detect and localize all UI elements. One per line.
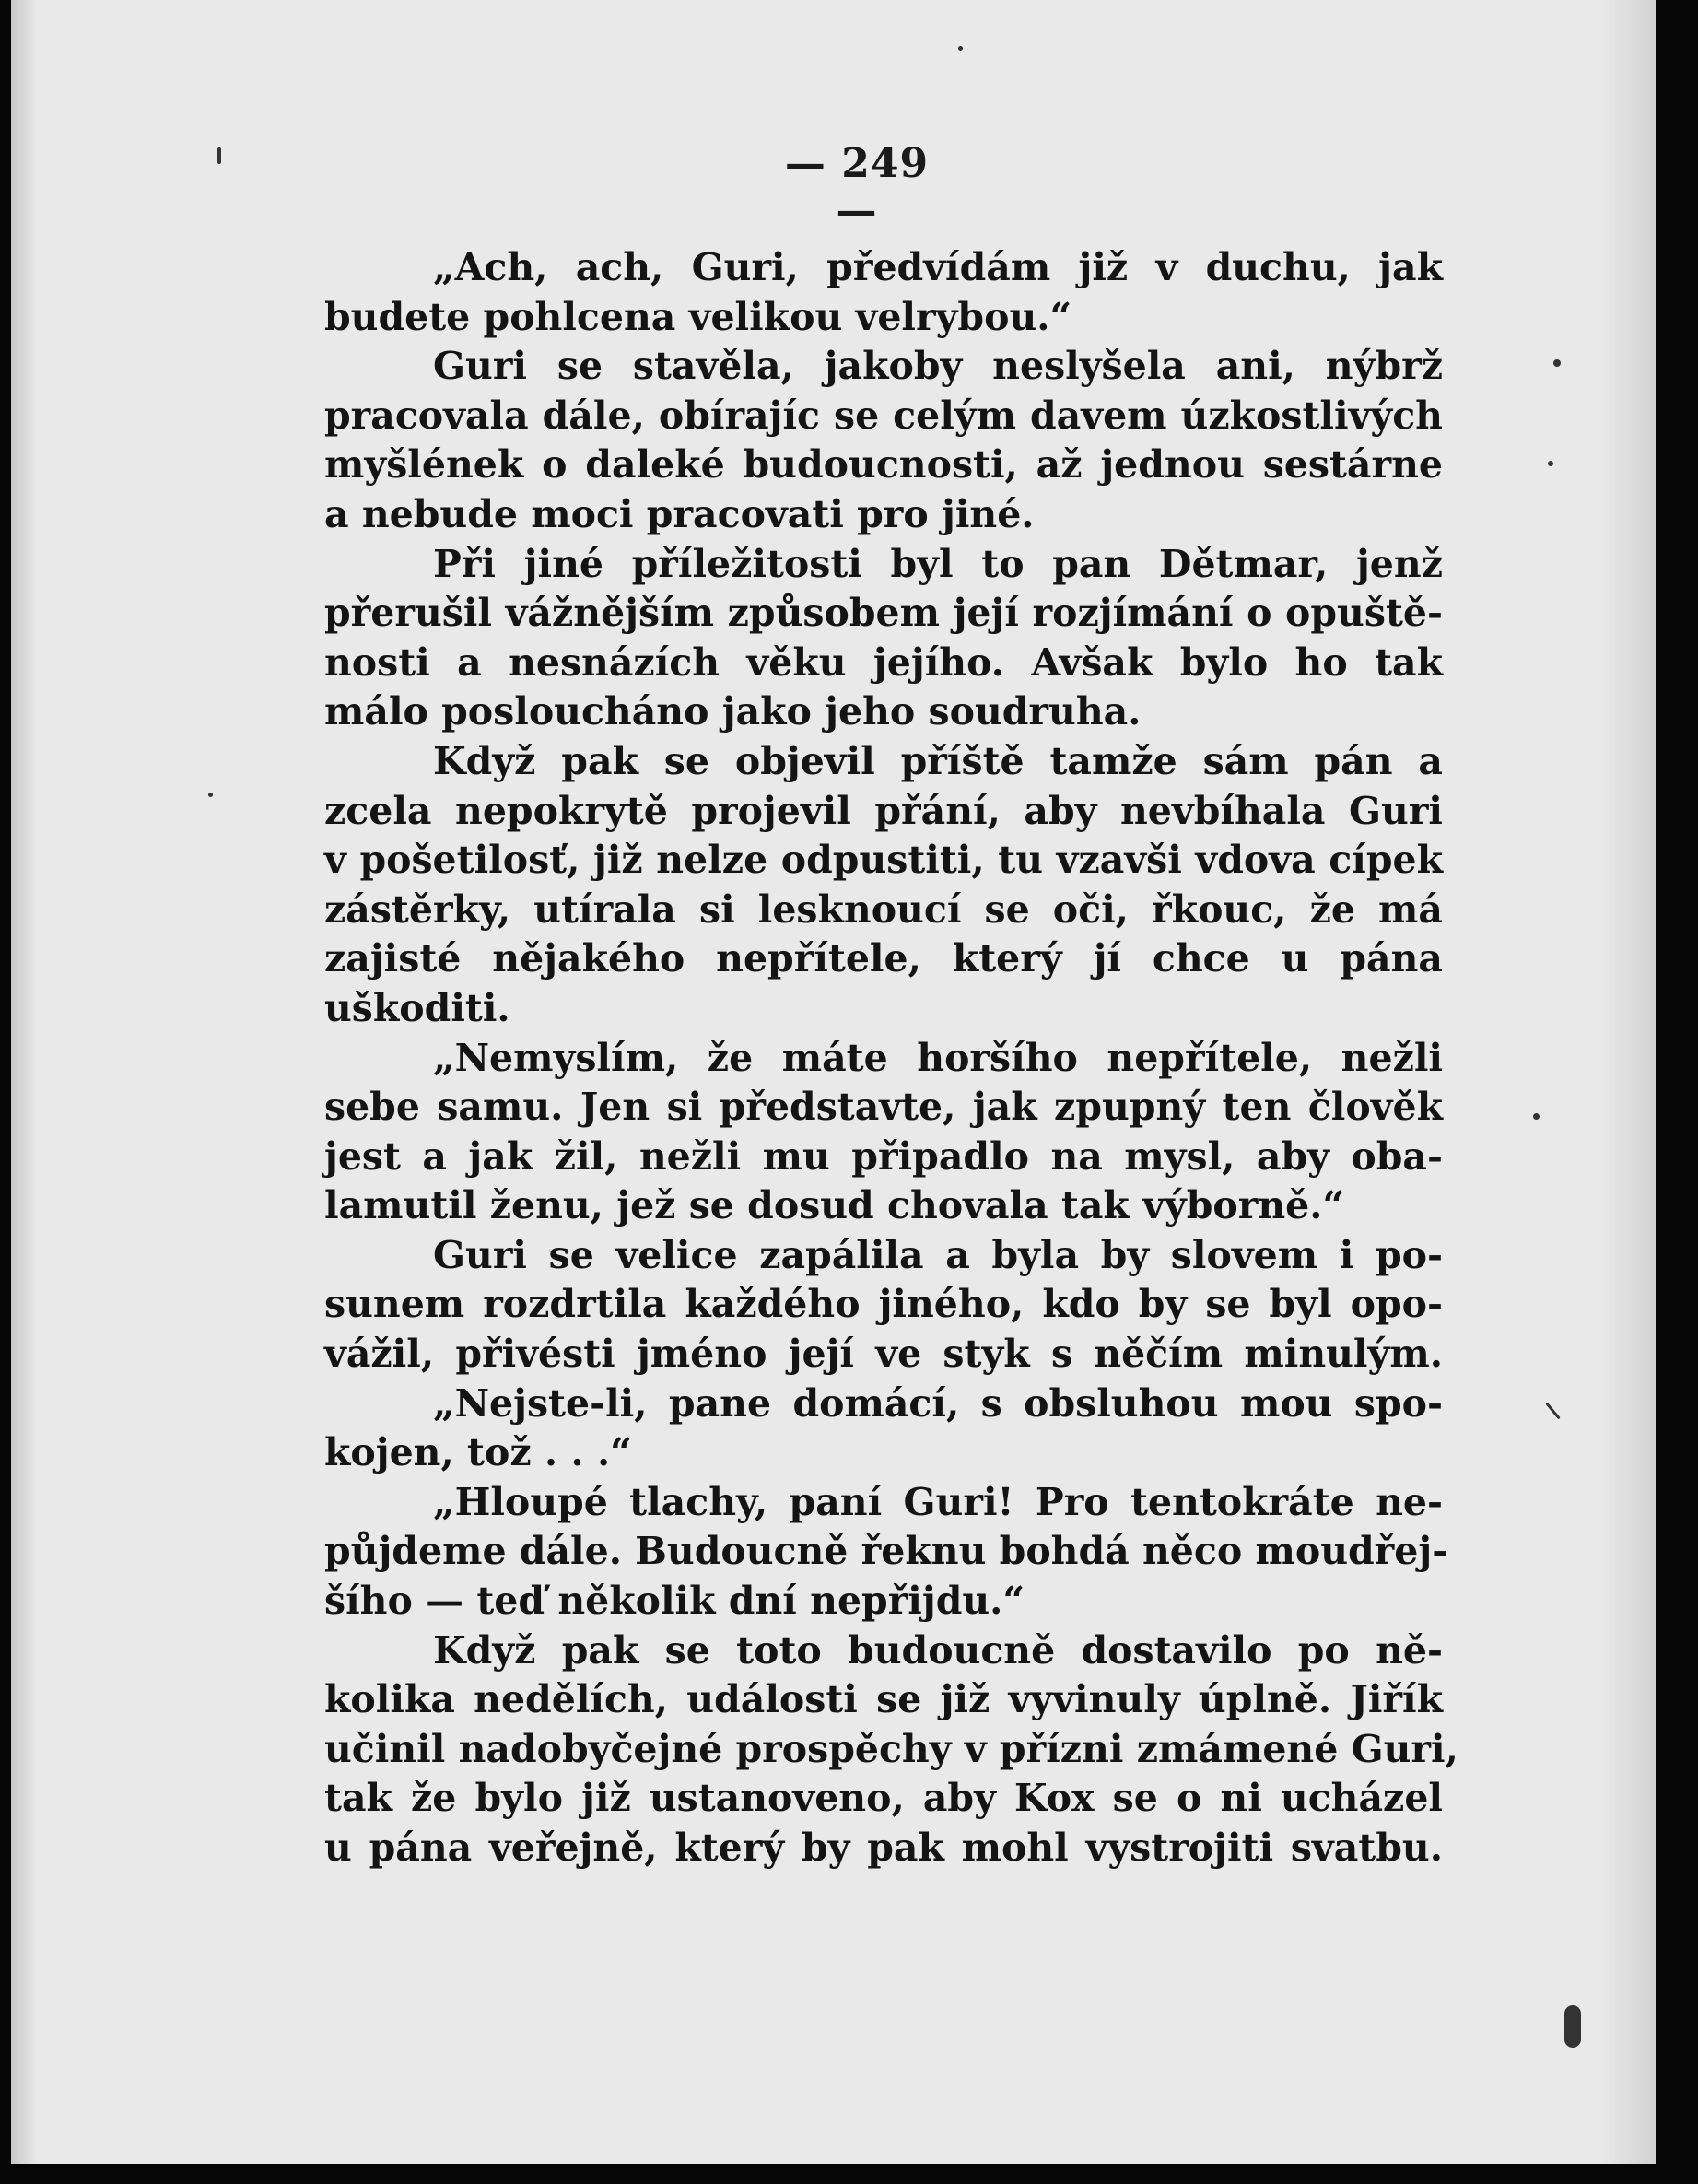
scan-speck: [1553, 359, 1561, 367]
text-line: vážil, přivésti jméno její ve styk s něčím minulým.: [324, 1332, 1443, 1377]
scan-speck: [1548, 461, 1553, 466]
text-line: v pošetilosť, již nelze odpustiti, tu vzavši vdova cípek: [324, 838, 1443, 883]
page-right-shadow: [1600, 0, 1656, 2184]
text-line: budete pohlcena velikou velrybou.“: [324, 294, 1072, 339]
page-left-border: [0, 0, 11, 2184]
text-line: „Nejste-li, pane domácí, s obsluhou mou spo-: [433, 1380, 1443, 1426]
text-line: sunem rozdrtila každého jiného, kdo by se byl opo-: [324, 1282, 1443, 1327]
text-line: šího — teď několik dní nepřijdu.“: [324, 1579, 1025, 1624]
text-line: nosti a nesnázích věku jejího. Avšak bylo ho tak: [324, 640, 1443, 685]
text-line: kolika nedělích, události se již vyvinuly úplně. Jiřík: [324, 1677, 1443, 1722]
body-text: [324, 243, 1458, 1873]
text-line: Když pak se toto budoucně dostavilo po ně-: [433, 1627, 1443, 1673]
text-line: kojen, tož . . .“: [324, 1430, 632, 1475]
scan-speck: [1545, 1403, 1560, 1420]
text-line: tak že bylo již ustanoveno, aby Kox se o ni ucházel: [324, 1776, 1443, 1821]
scan-speck: [958, 46, 963, 51]
text-line: pracovala dále, obírajíc se celým davem úzkostlivých: [324, 393, 1443, 438]
text-line: u pána veřejně, který by pak mohl vystrojiti svatbu.: [324, 1826, 1443, 1870]
scan-speck: [217, 147, 221, 164]
text-line: Při jiné příležitosti byl to pan Dětmar, jenž: [433, 541, 1443, 586]
text-line: lamutil ženu, jež se dosud chovala tak výborně.“: [324, 1183, 1345, 1228]
text-line: půjdeme dále. Budoucně řeknu bohdá něco moudřej-: [324, 1529, 1448, 1574]
text-line: učinil nadobyčejné prospěchy v přízni zmámené Guri,: [324, 1726, 1458, 1771]
text-line: myšlének o daleké budoucnosti, až jednou sestárne: [324, 442, 1443, 487]
text-line: zajisté nějakého nepřítele, který jí chce u pána: [324, 936, 1443, 981]
text-line: „Nemyslím, že máte horšího nepřítele, nežli: [433, 1035, 1443, 1080]
page-number: — 249 —: [784, 140, 930, 234]
text-line: málo posloucháno jako jeho soudruha.: [324, 689, 1142, 734]
text-line: Guri se stavěla, jakoby neslyšela ani, nýbrž: [433, 344, 1443, 389]
text-line: sebe samu. Jen si představte, jak zpupný ten člověk: [324, 1085, 1443, 1130]
text-line: a nebude moci pracovati pro jiné.: [324, 491, 1035, 536]
text-line: „Ach, ach, Guri, předvídám již v duchu, jak: [433, 245, 1443, 289]
page-left-shadow: [11, 0, 37, 2184]
page-right-border: [1656, 0, 1698, 2184]
text-line: zcela nepokrytě projevil přání, aby nevbíhala Guri: [324, 788, 1443, 833]
scan-speck: [1533, 1113, 1540, 1120]
text-line: Když pak se objevil příště tamže sám pán a: [433, 738, 1443, 783]
scan-speck: [1564, 2005, 1581, 2048]
text-line: přerušil vážnějším způsobem její rozjímání o opuště-: [324, 591, 1443, 636]
text-line: „Hloupé tlachy, paní Guri! Pro tentokráte ne-: [433, 1479, 1443, 1524]
text-line: Guri se velice zapálila a byla by slovem i po-: [433, 1232, 1443, 1277]
text-line: jest a jak žil, nežli mu připadlo na mysl, aby oba-: [324, 1133, 1443, 1179]
page-bottom-border: [0, 2164, 1698, 2184]
text-line: zástěrky, utírala si lesknoucí se oči, řkouc, že má: [324, 887, 1443, 932]
text-line: uškoditi.: [324, 985, 510, 1030]
scan-speck: [208, 793, 213, 797]
